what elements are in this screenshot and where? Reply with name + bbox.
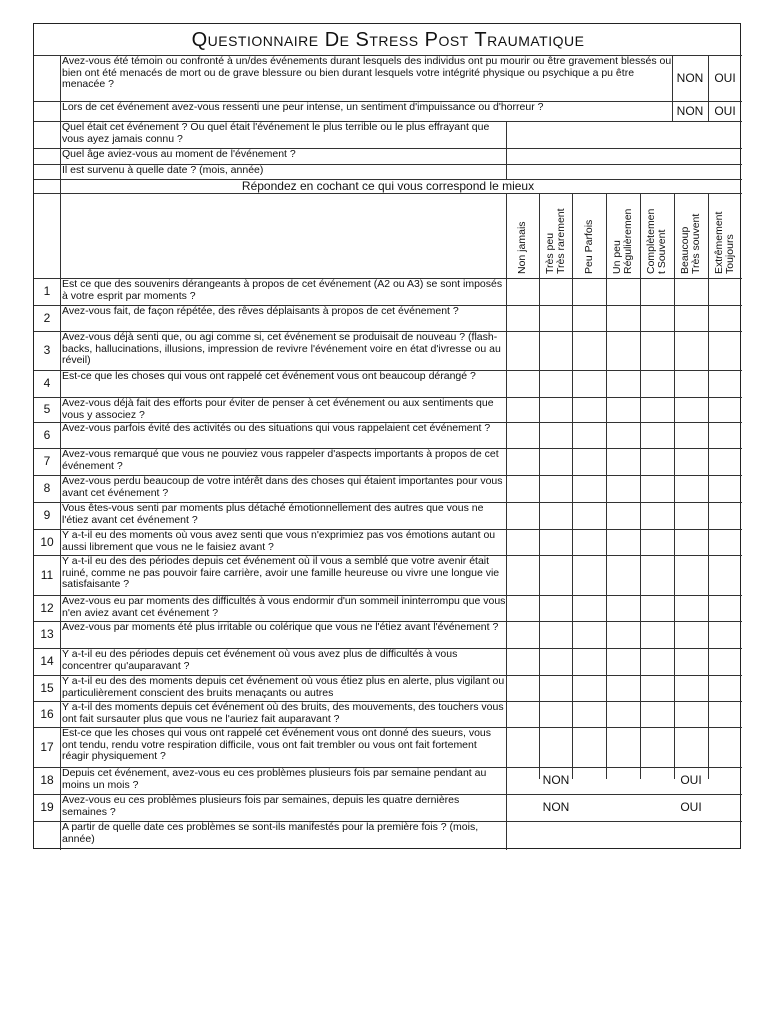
item-question-text: Est-ce que les choses qui vous ont rappelé cet événement vous ont donné des sueurs, vous ont tendu, rendu votre respiration difficile, vous ont fait trembler ou vous ont fait fortement réagir physiquement ? [62, 728, 492, 762]
item-question-text: Est ce que des souvenirs dérangeants à propos de cet événement (A2 ou A3) se sont imposés à votre esprit par moments ? [62, 279, 503, 302]
scale-answer-cell[interactable] [674, 475, 708, 502]
item-question-text: Y a-t-il eu des des moments depuis cet événement où vous étiez plus en alerte, plus vigilant ou particulièrement conscient des bruits menaçants ou autres [62, 676, 505, 699]
item-number: 3 [43, 343, 51, 357]
item-question-text: Vous êtes-vous senti par moments plus détaché émotionnellement des autres que vous ne l'étiez avant cet événement ? [62, 503, 484, 526]
scale-header-label: Très rarement [554, 208, 567, 274]
scale-answer-cell[interactable] [708, 621, 742, 648]
item-number: 7 [43, 454, 51, 468]
scale-answer-cell[interactable] [674, 370, 708, 397]
no-option[interactable]: NON [542, 800, 570, 814]
scale-header-label: t Souvent [656, 229, 668, 274]
scale-answer-cell[interactable] [606, 675, 640, 701]
scale-answer-cell[interactable] [708, 448, 742, 475]
scale-answer-cell[interactable] [674, 502, 708, 529]
scale-answer-cell[interactable] [708, 397, 742, 422]
scale-answer-cell[interactable] [572, 595, 606, 621]
item-number: 12 [40, 601, 54, 615]
scale-answer-cell[interactable] [708, 701, 742, 727]
scale-answer-cell[interactable] [674, 448, 708, 475]
yes-no-divider [708, 101, 709, 121]
scale-answer-cell[interactable] [708, 595, 742, 621]
no-option[interactable]: NON [676, 71, 704, 85]
scale-answer-cell[interactable] [506, 621, 539, 648]
scale-answer-cell[interactable] [606, 331, 640, 370]
scale-answer-cell[interactable] [708, 305, 742, 331]
scale-answer-cell[interactable] [572, 448, 606, 475]
scale-answer-cell[interactable] [640, 397, 674, 422]
item-question-text: Avez-vous parfois évité des activités ou des situations qui vous rappelaient cet événement ? [62, 423, 491, 434]
info-question-text: Quel était cet événement ? Ou quel était l'événement le plus terrible ou le plus effrayant que vous ayez jamais connu ? [62, 122, 490, 145]
item-number: 9 [43, 508, 51, 522]
item-number: 5 [43, 402, 51, 416]
scale-answer-cell[interactable] [539, 727, 572, 767]
scale-answer-cell[interactable] [506, 727, 539, 767]
info-question-text: Quel âge aviez-vous au moment de l'événement ? [62, 149, 296, 160]
scale-answer-cell[interactable] [572, 502, 606, 529]
scale-answer-cell[interactable] [539, 422, 572, 448]
scale-answer-cell[interactable] [539, 529, 572, 555]
scale-answer-cell[interactable] [572, 370, 606, 397]
scale-answer-cell[interactable] [506, 502, 539, 529]
scale-header-label: Peu Parfois [582, 219, 595, 274]
scale-answer-cell[interactable] [640, 648, 674, 675]
scale-answer-cell[interactable] [640, 422, 674, 448]
answer-field-divider [506, 767, 507, 794]
yes-option[interactable]: OUI [680, 773, 702, 787]
scale-answer-cell[interactable] [572, 305, 606, 331]
scale-answer-cell[interactable] [506, 305, 539, 331]
item-question-text: Avez-vous perdu beaucoup de votre intérêt dans des choses qui étaient importantes pour vous avant cet événement ? [62, 476, 503, 499]
scale-answer-cell[interactable] [506, 701, 539, 727]
scale-answer-cell[interactable] [674, 648, 708, 675]
scale-answer-cell[interactable] [708, 331, 742, 370]
scale-answer-cell[interactable] [506, 595, 539, 621]
scale-answer-cell[interactable] [506, 648, 539, 675]
scale-answer-cell[interactable] [572, 331, 606, 370]
item-question-text: Avez-vous fait, de façon répétée, des rêves déplaisants à propos de cet événement ? [62, 306, 459, 317]
scale-answer-cell[interactable] [640, 727, 674, 767]
item-question-text: Avez-vous déjà senti que, ou agi comme si, cet événement se produisait de nouveau ? (flash-backs, hallucinations, illusions, impression de revivre l'événement voire en état d'ivresse ou au réveil) [62, 332, 501, 366]
scale-answer-cell[interactable] [674, 555, 708, 595]
scale-header-label: Beaucoup [679, 226, 691, 274]
scale-answer-cell[interactable] [606, 502, 640, 529]
scale-answer-cell[interactable] [606, 727, 640, 767]
scale-answer-cell[interactable] [539, 448, 572, 475]
scale-answer-cell[interactable] [572, 475, 606, 502]
info-question-text: Il est survenu à quelle date ? (mois, année) [62, 165, 264, 176]
item-question-text: Y a-t-il eu des périodes depuis cet événement où vous avez plus de difficultés à vous concentrer qu'auparavant ? [62, 649, 458, 672]
scale-answer-cell[interactable] [708, 475, 742, 502]
answer-field[interactable] [506, 821, 742, 850]
item-question-text: Depuis cet événement, avez-vous eu ces problèmes plusieurs fois par semaine pendant au moins un mois ? [62, 768, 487, 791]
scale-header-label: Régulièremen [622, 208, 634, 274]
scale-answer-cell[interactable] [674, 701, 708, 727]
scale-answer-cell[interactable] [539, 701, 572, 727]
scale-answer-cell[interactable] [674, 397, 708, 422]
scale-answer-cell[interactable] [572, 621, 606, 648]
scale-answer-cell[interactable] [539, 502, 572, 529]
scale-answer-cell[interactable] [606, 555, 640, 595]
scale-answer-cell[interactable] [539, 555, 572, 595]
scale-answer-cell[interactable] [606, 595, 640, 621]
scale-answer-cell[interactable] [606, 448, 640, 475]
item-number: 4 [43, 376, 51, 390]
scale-answer-cell[interactable] [708, 675, 742, 701]
scale-answer-cell[interactable] [640, 701, 674, 727]
yes-no-divider [672, 101, 673, 121]
scale-answer-cell[interactable] [640, 475, 674, 502]
item-question-text: Avez-vous eu ces problèmes plusieurs fois par semaines, depuis les quatre dernières semaines ? [62, 795, 460, 818]
yes-option[interactable]: OUI [680, 800, 702, 814]
scale-answer-cell[interactable] [506, 529, 539, 555]
scale-answer-cell[interactable] [674, 727, 708, 767]
scale-answer-cell[interactable] [506, 448, 539, 475]
scale-answer-cell[interactable] [539, 278, 572, 305]
scale-answer-cell[interactable] [606, 529, 640, 555]
scale-answer-cell[interactable] [506, 331, 539, 370]
item-question-text: Y a-t-il eu des des périodes depuis cet événement où il vous a semblé que votre avenir était ruiné, comme ne pas pouvoir faire carrière, avoir une famille heureuse ou vivre une longue vie satisfaisante ? [62, 556, 500, 590]
scale-answer-cell[interactable] [640, 331, 674, 370]
scale-answer-cell[interactable] [674, 278, 708, 305]
intro-question-text: Lors de cet événement avez-vous ressenti une peur intense, un sentiment d'impuissance ou d'horreur ? [62, 102, 544, 113]
yes-no-divider [672, 55, 673, 101]
scale-answer-cell[interactable] [539, 675, 572, 701]
scale-answer-cell[interactable] [506, 397, 539, 422]
item-number: 1 [43, 284, 51, 298]
scale-answer-cell[interactable] [640, 278, 674, 305]
scale-answer-cell[interactable] [572, 422, 606, 448]
scale-answer-cell[interactable] [539, 475, 572, 502]
answer-field-divider [506, 794, 507, 821]
item-question-text: Y a-t-il des moments depuis cet événement où des bruits, des mouvements, des touchers vous ont fait sursauter plus que vous ne l'auriez fait auparavant ? [62, 702, 504, 725]
item-question-text: Est-ce que les choses qui vous ont rappelé cet événement vous ont beaucoup dérangé ? [62, 371, 476, 382]
row-divider [34, 193, 742, 194]
scale-answer-cell[interactable] [572, 397, 606, 422]
scale-answer-cell[interactable] [606, 648, 640, 675]
scale-answer-cell[interactable] [640, 621, 674, 648]
scale-answer-cell[interactable] [506, 675, 539, 701]
form-title: Questionnaire De Stress Post Traumatique [191, 29, 585, 51]
intro-question-text: Avez-vous été témoin ou confronté à un/des événements durant lesquels des individus ont pu mourir ou être gravement blessés ou bien ont été menacés de mort ou de grave blessure ou bien durant lesquels votre intégrité physique ou psychique a pu être menacée ? [62, 56, 672, 90]
item-number: 19 [40, 800, 54, 814]
item-number: 2 [43, 311, 51, 325]
scale-header-label: Complètemen [645, 208, 657, 274]
scale-answer-cell[interactable] [539, 595, 572, 621]
item-number: 6 [43, 428, 51, 442]
scale-answer-cell[interactable] [572, 278, 606, 305]
scale-answer-cell[interactable] [640, 555, 674, 595]
scale-header-label: Un peu [611, 240, 623, 274]
item-number: 13 [40, 627, 54, 641]
scale-answer-cell[interactable] [506, 555, 539, 595]
scale-answer-cell[interactable] [539, 370, 572, 397]
scale-answer-cell[interactable] [674, 595, 708, 621]
scale-answer-cell[interactable] [572, 675, 606, 701]
scale-answer-cell[interactable] [640, 370, 674, 397]
scale-answer-cell[interactable] [708, 502, 742, 529]
final-question-text: A partir de quelle date ces problèmes se sont-ils manifestés pour la première fois ? (mois, année) [62, 822, 479, 845]
scale-header-label: Non jamais [516, 221, 528, 274]
scale-answer-cell[interactable] [640, 675, 674, 701]
scale-answer-cell[interactable] [606, 305, 640, 331]
no-option[interactable]: NON [542, 773, 570, 787]
scale-answer-cell[interactable] [506, 475, 539, 502]
item-number: 11 [40, 568, 54, 582]
scale-answer-cell[interactable] [572, 648, 606, 675]
scale-answer-cell[interactable] [572, 701, 606, 727]
scale-answer-cell[interactable] [506, 278, 539, 305]
item-question-text: Avez-vous par moments été plus irritable ou colérique que vous ne l'étiez avant l'événement ? [62, 622, 499, 633]
scale-answer-cell[interactable] [640, 305, 674, 331]
scale-answer-cell[interactable] [572, 555, 606, 595]
scale-answer-cell[interactable] [572, 727, 606, 767]
scale-answer-cell[interactable] [539, 331, 572, 370]
item-number: 14 [40, 654, 54, 668]
scale-answer-cell[interactable] [674, 331, 708, 370]
instruction-text: Répondez en cochant ce qui vous correspond le mieux [241, 179, 535, 193]
scale-header-label: Toujours [724, 234, 736, 274]
scale-header-label: Très souvent [690, 213, 702, 274]
scale-answer-cell[interactable] [708, 422, 742, 448]
answer-field[interactable] [506, 121, 742, 148]
scale-answer-cell[interactable] [506, 422, 539, 448]
no-option[interactable]: NON [676, 104, 704, 118]
item-number: 16 [40, 707, 54, 721]
item-number: 18 [40, 773, 54, 787]
item-question-text: Avez-vous eu par moments des difficultés à vous endormir d'un sommeil ininterrompu que vous n'en aviez avant cet événement ? [62, 596, 506, 619]
scale-answer-cell[interactable] [606, 397, 640, 422]
scale-answer-cell[interactable] [674, 305, 708, 331]
ptsd-questionnaire-form [33, 23, 741, 849]
yes-no-divider [708, 55, 709, 101]
answer-field-divider [506, 148, 507, 164]
scale-answer-cell[interactable] [674, 621, 708, 648]
item-number: 17 [40, 740, 54, 754]
scale-answer-cell[interactable] [708, 555, 742, 595]
scale-answer-cell[interactable] [572, 529, 606, 555]
item-number: 15 [40, 681, 54, 695]
answer-field-divider [506, 121, 507, 148]
scale-answer-cell[interactable] [708, 529, 742, 555]
scale-header-label: Très peu [543, 232, 556, 274]
scale-answer-cell[interactable] [539, 648, 572, 675]
scale-header-label: Extrêmement [713, 211, 725, 274]
item-number: 8 [43, 481, 51, 495]
scale-answer-cell[interactable] [606, 475, 640, 502]
answer-field[interactable] [506, 164, 742, 179]
scale-answer-cell[interactable] [606, 370, 640, 397]
scale-answer-cell[interactable] [708, 278, 742, 305]
scale-answer-cell[interactable] [708, 370, 742, 397]
scale-answer-cell[interactable] [674, 529, 708, 555]
answer-field[interactable] [506, 148, 742, 164]
scale-answer-cell[interactable] [640, 502, 674, 529]
item-number: 10 [40, 535, 54, 549]
scale-answer-cell[interactable] [674, 675, 708, 701]
scale-answer-cell[interactable] [606, 701, 640, 727]
scale-answer-cell[interactable] [539, 621, 572, 648]
scale-answer-cell[interactable] [674, 422, 708, 448]
yes-option[interactable]: OUI [714, 71, 736, 85]
scale-answer-cell[interactable] [606, 422, 640, 448]
scale-answer-cell[interactable] [640, 448, 674, 475]
item-question-text: Avez-vous remarqué que vous ne pouviez vous rappeler d'aspects importants à propos de cet événement ? [62, 449, 499, 472]
scale-answer-cell[interactable] [640, 529, 674, 555]
scale-answer-cell[interactable] [708, 648, 742, 675]
item-question-text: Y a-t-il eu des moments où vous avez senti que vous n'exprimiez pas vos émotions autant ou aussi librement que vous ne le faisiez avant ? [62, 530, 496, 553]
scale-answer-cell[interactable] [640, 595, 674, 621]
scale-answer-cell[interactable] [708, 727, 742, 767]
scale-answer-cell[interactable] [606, 278, 640, 305]
scale-answer-cell[interactable] [606, 621, 640, 648]
yes-option[interactable]: OUI [714, 104, 736, 118]
scale-answer-cell[interactable] [506, 370, 539, 397]
scale-answer-cell[interactable] [539, 305, 572, 331]
item-question-text: Avez-vous déjà fait des efforts pour éviter de penser à cet événement ou aux sentiments que vous y associez ? [62, 398, 494, 421]
answer-field-divider [506, 164, 507, 179]
answer-field-divider [506, 821, 507, 850]
scale-answer-cell[interactable] [539, 397, 572, 422]
